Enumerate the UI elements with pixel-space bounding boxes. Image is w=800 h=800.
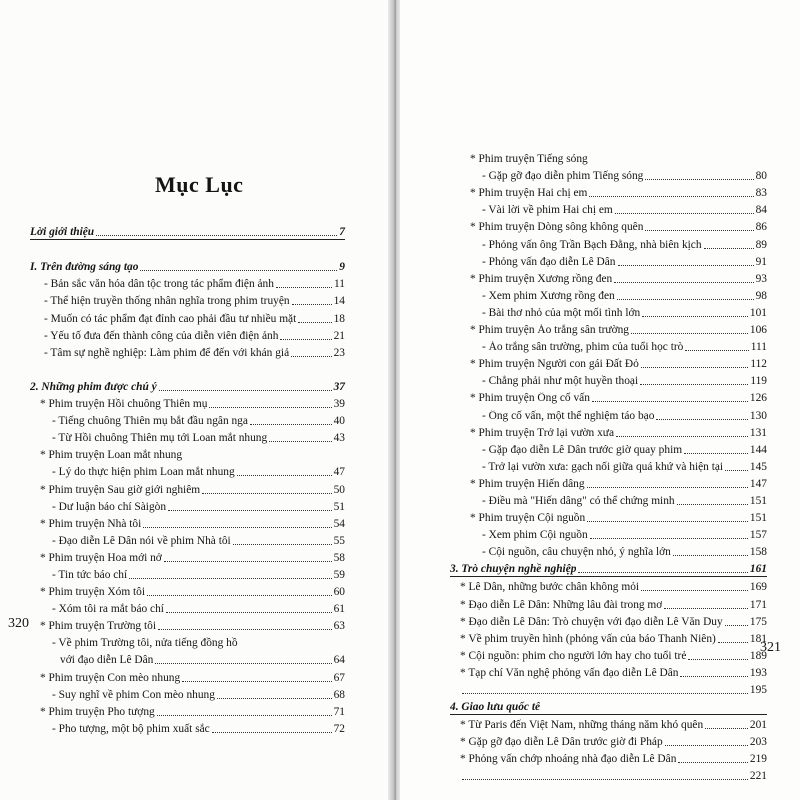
toc-dot-leader (269, 441, 331, 442)
toc-entry-label: * Lê Dân, những bước chân không mỏi (460, 581, 640, 594)
toc-dot-leader (592, 401, 748, 402)
toc-entry-label: * Về phim truyền hình (phỏng vấn của báo Thanh Niên) (460, 632, 716, 645)
toc-dot-leader (631, 333, 748, 334)
toc-entry-label: 4. Giao lưu quốc tế (450, 701, 541, 714)
toc-entry-page: 60 (333, 586, 345, 599)
toc-entry (30, 599, 345, 616)
toc-entry (30, 548, 345, 565)
toc-entry-label: * Phim truyện Xương rồng đen (470, 272, 613, 285)
toc-entry-label: * Đạo diễn Lê Dân: Những lâu đài trong mơ (460, 598, 663, 611)
toc-dot-leader (685, 350, 748, 351)
toc-entry-label: * Đạo diễn Lê Dân: Trò chuyện với đạo diễn Lê Văn Duy (460, 615, 723, 628)
toc-entry (30, 462, 345, 479)
toc-entry-page: 181 (749, 632, 767, 645)
toc-entry (30, 685, 345, 702)
toc-entry-page: 106 (749, 324, 767, 337)
toc-entry-page: 47 (333, 466, 345, 479)
toc-dot-leader (147, 595, 332, 596)
toc-dot-leader (159, 390, 332, 391)
toc-entry-page: 37 (333, 380, 345, 393)
toc-entry-label: * Phim truyện Áo trắng sân trường (470, 324, 629, 337)
toc-entry-page: 193 (749, 666, 767, 679)
toc-dot-leader (250, 424, 332, 425)
toc-entry-page: 144 (749, 443, 767, 456)
toc-entry (30, 291, 345, 308)
toc-entry-label: - Cội nguồn, câu chuyện nhỏ, ý nghĩa lớn (482, 546, 671, 559)
toc-entry-page: 130 (749, 409, 767, 422)
toc-entry-page: 171 (749, 598, 767, 611)
toc-dot-leader (718, 642, 748, 643)
toc-entry-label: * Phỏng vấn chớp nhoáng nhà đạo diễn Lê Dân (460, 753, 677, 766)
toc-entry-page: 55 (333, 534, 345, 547)
toc-entry-page: 64 (333, 654, 345, 667)
toc-entry-label: - Tin tức báo chí (52, 568, 128, 581)
toc-entry-page: 157 (749, 529, 767, 542)
toc-entry (450, 320, 767, 337)
toc-entry-label: Lời giới thiệu (30, 226, 95, 239)
toc-dot-leader (462, 693, 748, 694)
toc-entry (450, 612, 767, 629)
toc-entry-label: - Pho tượng, một bộ phim xuất sắc (52, 722, 210, 735)
toc-entry (450, 303, 767, 320)
toc-entry-page: 151 (749, 512, 767, 525)
toc-entry (450, 354, 767, 371)
toc-entry-page: 161 (749, 563, 767, 576)
toc-entry-label: * Phim truyện Dòng sông không quên (470, 221, 644, 234)
toc-entry-page: 71 (333, 705, 345, 718)
toc-dot-leader (166, 612, 332, 613)
toc-entry-label: - Tâm sự nghề nghiệp: Làm phim để đến với khán giả (44, 346, 290, 359)
toc-dot-leader (155, 663, 331, 664)
toc-entry-page: 111 (750, 341, 767, 354)
toc-entry-page: 91 (755, 255, 767, 268)
toc-entry-label: * Phim truyện Hồi chuông Thiên mụ (40, 398, 208, 411)
toc-entry-page: 101 (749, 306, 767, 319)
toc-list-left (30, 222, 345, 736)
toc-section-heading (450, 559, 767, 577)
toc-entry (30, 616, 345, 633)
toc-entry-page: 119 (750, 375, 767, 388)
toc-entry-label: - Vài lời về phim Hai chị em (482, 204, 613, 217)
toc-entry-label: * Phim truyện Con mèo nhung (40, 671, 181, 684)
toc-dot-leader (589, 196, 753, 197)
toc-entry-page: 89 (755, 238, 767, 251)
toc-entry-page: 175 (749, 615, 767, 628)
toc-dot-leader (168, 510, 332, 511)
toc-dot-leader (157, 715, 332, 716)
toc-entry (450, 577, 767, 594)
toc-dot-leader (158, 629, 332, 630)
toc-section-heading (30, 377, 345, 394)
toc-entry (450, 269, 767, 286)
toc-dot-leader (642, 316, 748, 317)
toc-entry (30, 343, 345, 360)
toc-entry-label: - Ông cố vấn, một thể nghiệm táo bạo (482, 409, 655, 422)
toc-dot-leader (96, 235, 337, 236)
toc-entry (450, 508, 767, 525)
toc-dot-leader (587, 521, 748, 522)
toc-entry (450, 149, 767, 166)
toc-entry (450, 166, 767, 183)
toc-entry-label: - Tiếng chuông Thiên mụ bắt đầu ngân nga (52, 415, 248, 428)
toc-entry-page: 195 (749, 684, 767, 696)
toc-entry-page: 61 (333, 603, 345, 616)
toc-entry-page: 59 (333, 568, 345, 581)
toc-entry-label: - Điều mà "Hiến dâng" có thể chứng minh (482, 494, 675, 507)
toc-dot-leader (143, 527, 331, 528)
toc-entry-label: * Phim truyện Trường tôi (40, 620, 156, 633)
toc-dot-leader (684, 453, 748, 454)
toc-entry (30, 719, 345, 736)
toc-dot-leader (217, 698, 332, 699)
toc-entry (450, 200, 767, 217)
toc-dot-leader (209, 407, 331, 408)
toc-entry-label: * Phim truyện Pho tượng (40, 705, 155, 718)
toc-entry-label: * Phim truyện Nhà tôi (40, 517, 142, 530)
toc-spacer (30, 240, 345, 257)
toc-entry-label: - Phỏng vấn đạo diễn Lê Dân (482, 255, 616, 268)
toc-dot-leader (164, 561, 332, 562)
toc-list-right (450, 149, 767, 783)
toc-dot-leader (664, 608, 748, 609)
toc-entry-page: 145 (749, 460, 767, 473)
toc-entry (450, 732, 767, 749)
toc-dot-leader (677, 504, 748, 505)
toc-entry-page: 14 (333, 295, 345, 308)
toc-entry-page: 9 (339, 261, 345, 274)
toc-entry (450, 749, 767, 766)
toc-section-heading (30, 222, 345, 240)
toc-dot-leader (645, 179, 753, 180)
toc-entry-page: 39 (333, 398, 345, 411)
toc-entry (450, 715, 767, 732)
toc-entry-label: - Muốn có tác phẩm đạt đỉnh cao phải đầu tư nhiều mặt (44, 312, 297, 325)
toc-entry-page: 80 (755, 170, 767, 183)
toc-entry-label: - Về phim Trường tôi, nửa tiếng đồng hồ (52, 637, 238, 650)
toc-entry-label: - Áo trắng sân trường, phim của tuổi học trò (482, 341, 684, 354)
toc-entry-label: - Suy nghĩ về phim Con mèo nhung (52, 688, 215, 701)
toc-entry (30, 565, 345, 582)
toc-entry (30, 582, 345, 599)
toc-dot-leader (276, 287, 332, 288)
toc-entry-page: 112 (750, 358, 767, 371)
toc-entry-page: 18 (333, 312, 345, 325)
toc-dot-leader (291, 356, 331, 357)
toc-dot-leader (617, 299, 754, 300)
toc-entry-label: - Gặp gỡ đạo diễn phim Tiếng sóng (482, 170, 644, 183)
toc-dot-leader (140, 270, 337, 271)
toc-entry-page: 169 (749, 581, 767, 594)
toc-dot-leader (462, 779, 748, 780)
toc-dot-leader (202, 493, 331, 494)
toc-entry-page: 54 (333, 517, 345, 530)
toc-entry-page: 11 (334, 278, 345, 291)
toc-entry-label: - Dư luận báo chí Sàigòn (52, 500, 167, 513)
toc-entry-label: * Phim truyện Loan mắt nhung (40, 449, 183, 462)
toc-entry (450, 646, 767, 663)
toc-entry-page: 50 (333, 483, 345, 496)
toc-entry (450, 680, 767, 697)
toc-entry-label: 3. Trò chuyện nghề nghiệp (450, 563, 577, 576)
toc-section-heading (450, 697, 767, 715)
toc-entry-label: * Phim truyện Ông cố vấn (470, 392, 590, 405)
toc-entry-label: - Thể hiện truyền thống nhân nghĩa trong phim truyện (44, 295, 290, 308)
toc-dot-leader (645, 230, 753, 231)
toc-entry-label: * Từ Paris đến Việt Nam, những tháng năm khó quên (460, 719, 704, 732)
toc-dot-leader (673, 555, 748, 556)
toc-entry-page: 72 (333, 722, 345, 735)
toc-entry (450, 766, 767, 783)
toc-entry-label: * Phim truyện Người con gái Đất Đỏ (470, 358, 639, 371)
toc-dot-leader (680, 676, 747, 677)
toc-entry (450, 629, 767, 646)
toc-entry-label: * Phim truyện Hiến dâng (470, 477, 585, 490)
toc-entry-label: - Trở lại vườn xưa: gạch nối giữa quá khứ và hiện tại (482, 460, 724, 473)
toc-entry-page: 189 (749, 649, 767, 662)
toc-entry (30, 445, 345, 462)
page-number-right: 321 (760, 640, 781, 655)
toc-entry-label: - Bài thơ nhỏ của một mối tình lớn (482, 306, 641, 319)
toc-dot-leader (641, 590, 748, 591)
toc-entry-label: * Gặp gỡ đạo diễn Lê Dân trước giờ đi Pháp (460, 736, 663, 749)
toc-spacer (30, 360, 345, 377)
toc-entry-page: 158 (749, 546, 767, 559)
toc-entry (450, 474, 767, 491)
toc-dot-leader (578, 572, 747, 573)
toc-entry (30, 667, 345, 684)
toc-entry-page: 219 (749, 753, 767, 766)
toc-dot-leader (212, 732, 332, 733)
toc-entry (30, 326, 345, 343)
toc-dot-leader (688, 659, 748, 660)
toc-entry (30, 702, 345, 719)
toc-dot-leader (665, 745, 748, 746)
toc-entry-page: 23 (333, 346, 345, 359)
toc-entry-label: * Phim truyện Xóm tôi (40, 586, 146, 599)
toc-dot-leader (725, 625, 748, 626)
toc-entry-page: 93 (755, 272, 767, 285)
toc-entry-label: - Đạo diễn Lê Dân nói về phim Nhà tôi (52, 534, 231, 547)
toc-entry-label: - Phỏng vấn ông Trần Bạch Đằng, nhà biên kịch (482, 238, 702, 251)
toc-entry-label: * Phim truyện Hai chị em (470, 187, 588, 200)
toc-entry-label: - Gặp đạo diễn Lê Dân trước giờ quay phim (482, 443, 683, 456)
toc-dot-leader (292, 304, 332, 305)
toc-dot-leader (725, 470, 748, 471)
toc-entry (30, 479, 345, 496)
toc-entry-label: - Chẳng phải như một huyền thoại (482, 375, 639, 388)
toc-dot-leader (615, 213, 754, 214)
toc-entry-page: 147 (749, 477, 767, 490)
toc-entry (450, 491, 767, 508)
toc-entry-page: 58 (333, 551, 345, 564)
toc-entry-page: 131 (749, 426, 767, 439)
toc-entry-page: 68 (333, 688, 345, 701)
toc-title: Mục Lục (155, 172, 244, 197)
toc-entry (450, 423, 767, 440)
toc-entry (450, 371, 767, 388)
toc-dot-leader (705, 728, 748, 729)
toc-entry (30, 531, 345, 548)
toc-entry-label: - Xem phim Xương rồng đen (482, 289, 615, 302)
toc-entry-label: - Từ Hồi chuông Thiên mụ tới Loan mắt nhung (52, 432, 268, 445)
toc-dot-leader (678, 762, 748, 763)
toc-section-heading (30, 257, 345, 274)
toc-entry (450, 594, 767, 611)
toc-entry-label: * Phim truyện Tiếng sóng (470, 153, 588, 166)
left-page (0, 0, 390, 800)
toc-entry-page: 43 (333, 432, 345, 445)
toc-entry (450, 388, 767, 405)
toc-entry (30, 308, 345, 325)
toc-entry-label: - Xem phim Cội nguồn (482, 529, 588, 542)
toc-entry (30, 650, 345, 667)
toc-entry-page: 51 (333, 500, 345, 513)
toc-entry-page: 83 (755, 187, 767, 200)
toc-entry (450, 183, 767, 200)
toc-entry (30, 633, 345, 650)
toc-entry (450, 525, 767, 542)
toc-entry-page: 86 (755, 221, 767, 234)
toc-entry-page: 126 (749, 392, 767, 405)
toc-entry-page: 201 (749, 719, 767, 732)
toc-dot-leader (237, 475, 332, 476)
toc-dot-leader (233, 544, 332, 545)
toc-entry-label: với đạo diễn Lê Dân (60, 654, 154, 667)
toc-dot-leader (704, 248, 754, 249)
toc-dot-leader (614, 282, 753, 283)
toc-entry (450, 252, 767, 269)
toc-entry-page: 21 (333, 329, 345, 342)
toc-dot-leader (641, 367, 749, 368)
toc-entry (450, 457, 767, 474)
toc-entry-label: * Phim truyện Hoa mới nở (40, 551, 162, 564)
toc-entry-label: - Bản sắc văn hóa dân tộc trong tác phẩm điện ảnh (44, 278, 274, 291)
toc-entry-label: * Cội nguồn: phim cho người lớn hay cho tuổi trẻ (460, 649, 687, 662)
toc-entry (30, 411, 345, 428)
toc-entry-label: * Phim truyện Cội nguồn (470, 512, 586, 525)
toc-dot-leader (587, 487, 748, 488)
toc-entry-page: 203 (749, 736, 767, 749)
toc-dot-leader (280, 339, 331, 340)
toc-entry (450, 542, 767, 559)
toc-entry-label: - Yếu tố đưa đến thành công của diễn viên điện ảnh (44, 329, 279, 342)
toc-entry (450, 234, 767, 251)
toc-entry (30, 514, 345, 531)
toc-dot-leader (640, 384, 748, 385)
toc-entry (450, 440, 767, 457)
toc-dot-leader (590, 538, 748, 539)
toc-entry-page: 40 (333, 415, 345, 428)
toc-entry-page: 151 (749, 494, 767, 507)
toc-entry-label: * Tạp chí Văn nghệ phỏng vấn đạo diễn Lê Dân (460, 666, 679, 679)
toc-dot-leader (616, 436, 748, 437)
toc-entry-label: 2. Những phim được chú ý (30, 380, 157, 393)
toc-entry (30, 274, 345, 291)
toc-entry (450, 286, 767, 303)
toc-dot-leader (182, 681, 331, 682)
toc-dot-leader (129, 578, 331, 579)
toc-entry (30, 394, 345, 411)
toc-entry-page: 7 (339, 226, 345, 239)
toc-entry (30, 497, 345, 514)
toc-entry (450, 217, 767, 234)
toc-entry (450, 405, 767, 422)
toc-entry-page: 63 (333, 620, 345, 633)
toc-entry-page: 221 (749, 770, 767, 783)
toc-dot-leader (656, 419, 748, 420)
page-number-left: 320 (8, 616, 29, 631)
toc-entry-label: I. Trên đường sáng tạo (30, 261, 139, 274)
toc-entry (30, 428, 345, 445)
toc-entry-label: * Phim truyện Sau giờ giới nghiêm (40, 483, 201, 496)
toc-dot-leader (618, 265, 754, 266)
toc-entry (450, 337, 767, 354)
toc-entry-page: 98 (755, 289, 767, 302)
toc-dot-leader (298, 322, 331, 323)
toc-entry-label: * Phim truyện Trở lại vườn xưa (470, 426, 615, 439)
toc-entry-page: 84 (755, 204, 767, 217)
toc-entry-page: 67 (333, 671, 345, 684)
toc-entry (450, 663, 767, 680)
toc-entry-label: - Lý do thực hiện phim Loan mắt nhung (52, 466, 235, 479)
toc-entry-label: - Xóm tôi ra mắt báo chí (52, 603, 164, 616)
